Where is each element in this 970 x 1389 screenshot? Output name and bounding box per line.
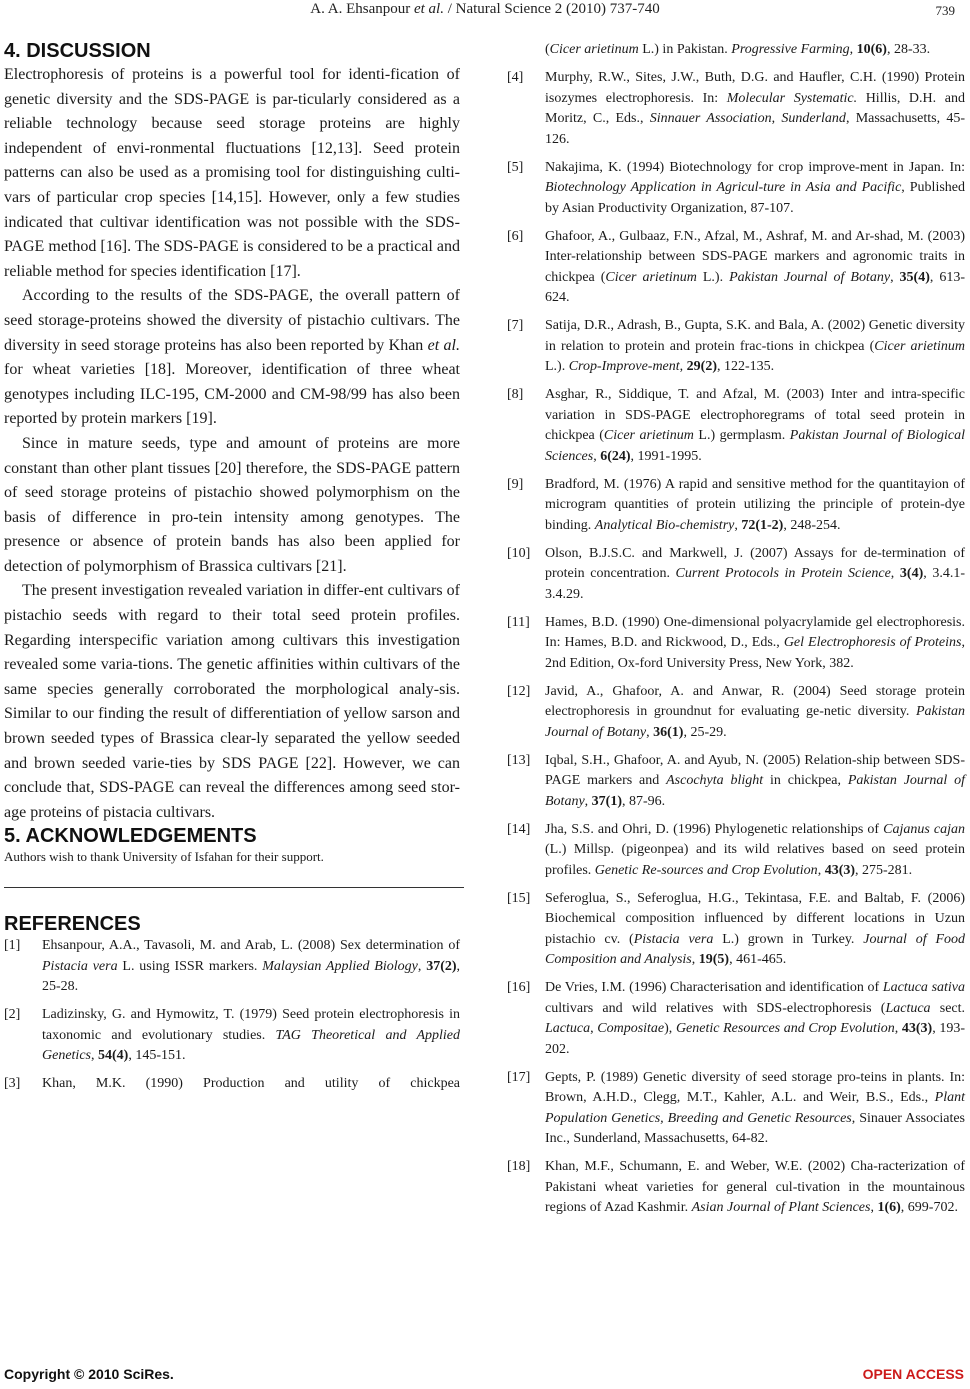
reference-pages: , 145-151. [128,1048,186,1064]
reference-sep: , [870,1200,878,1215]
reference-pre: De Vries, I.M. (1996) Characterisation and identification of [545,980,883,995]
reference-item [507,1068,965,1150]
reference-it2: Current Protocols in Protein Science [675,566,891,581]
reference-pre: Gepts, P. (1989) Genetic diversity of seed storage pro-teins in plants. In: Brown, A.H.D., Clegg, M.T., Kahler, A.L. and Weir, B.S., Eds., [545,1069,965,1105]
page-number: 739 [935,3,955,18]
reference-pages: , 699-702. [900,1200,958,1215]
reference-it2: Lactuca [885,1000,931,1016]
reference-number: [5] [507,159,524,175]
reference-it1: Cicer arietinum [874,338,965,354]
reference-it1: Plant Population Genetics, Breeding and Genetic Resources [545,1090,965,1126]
reference-it2: Malaysian Applied Biology [262,958,418,974]
reference-sep: , [593,448,601,464]
reference-sep: , [646,724,654,740]
reference-mid: L.) germplasm. [693,428,790,443]
reference-mid: L. using ISSR markers. [117,958,263,974]
reference-it2: Pakistan Journal of Biological Sciences [545,428,965,464]
reference-item [4,1005,460,1067]
reference-mid: , Sinauer Associates Inc., Sunderland, Massachusetts, 64-82. [545,1110,965,1146]
reference-item [507,158,965,220]
reference-it2: Pakistan Journal of Botany [545,704,965,740]
reference-vol: 1(6) [877,1200,901,1215]
reference-mid: in chickpea, [763,773,848,788]
reference-vol: 19(5) [698,952,730,967]
reference-it1: Pistacia vera [633,931,714,947]
reference-sep: , [849,42,857,57]
discussion-paragraph-3: Since in mature seeds, type and amount of proteins are more constant than other plant tissues [20] therefore, the SDS-PAGE pattern of seed storage proteins of pistachio showed polymorphism on the basis of difference in pro-tein intensity among genotypes. The presence or absence of protein bands has also been applied for detection of polymorphism of Brassica cultivars [21]. [4,434,460,575]
reference-mid: L.). [545,359,569,374]
reference-number: [7] [507,318,524,333]
reference-mid: L.) in Pakistan. [638,42,732,57]
reference-pages: , 122-135. [716,359,775,374]
reference-number: [1] [4,938,21,954]
reference-it3: Lactuca [545,1021,591,1036]
reference-pages: , 25-28. [42,958,461,995]
reference-item [507,613,965,675]
reference-vol: 37(2) [426,958,457,974]
reference-pages: , 461-465. [729,952,787,967]
running-head-etal: et al. [413,1,444,17]
reference-item [507,682,965,744]
reference-it1: Ascochyta blight [666,773,764,788]
reference-it2: Journal of Food Composition and Analysis [545,931,966,967]
reference-mid3: ), [664,1021,676,1036]
reference-vol: 37(1) [591,793,622,809]
reference-mid: Hillis, D.H. and Moritz, C., Eds., [545,90,965,126]
reference-it2: Genetic Re-sources and Crop Evolution [594,862,818,878]
reference-pre: Ladizinsky, G. and Hymowitz, T. (1979) Seed protein electrophoresis in taxonomic and evolutionary studies. [42,1007,460,1043]
reference-pre: ( [545,42,550,57]
reference-number: [16] [507,980,531,995]
acknowledgements-heading: 5. ACKNOWLEDGEMENTS [4,825,257,848]
reference-vol: 72(1-2) [741,517,784,533]
reference-it1: Cicer arietinum [549,42,639,57]
reference-mid: L.) grown in Turkey. [713,931,864,947]
reference-pages: , 25-29. [683,724,727,740]
reference-number: [8] [507,387,524,402]
reference-mid: L.). [696,269,730,285]
reference-item [507,68,965,150]
reference-item [507,889,965,971]
reference-it2: Progressive Farming [731,42,850,57]
reference-item [507,385,965,467]
reference-it2: Pakistan Journal of Botany [729,269,891,285]
reference-it1: Lactuca sativa [882,980,966,995]
reference-it2: TAG Theoretical and Applied Genetics [42,1027,460,1064]
reference-number: [2] [4,1007,21,1023]
footer-open-access: OPEN ACCESS [862,1366,964,1382]
reference-sep2: , [894,1021,902,1036]
reference-pre: Satija, D.R., Adrash, B., Gupta, S.K. and Bala, A. (2002) Genetic diversity in relation to protein and protein frac-tions in chickpea ( [545,318,965,354]
reference-sep: , [890,269,900,285]
reference-tail: , Massachusetts, 45-126. [545,111,965,147]
reference-mid: (L.) Millsp. (pigeonpea) and its wild relatives based on seed protein profiles. [545,842,965,878]
reference-it3: Sunderland [781,111,846,126]
discussion-paragraph-1: Electrophoresis of proteins is a powerful tool for identi-fication of genetic diversity and the SDS-PAGE is par-ticularly considered as a reliable technology because seed storage proteins are highly independent of envi-ronmental fluctuations [12,13]. Seed protein patterns can also be used as a promising tool for distinguishing culti-vars of particular crop species [14,15]. However, only a few studies indicated that cultivar identification was not possible with the SDS-PAGE method [16]. The SDS-PAGE is considered to be a practical and reliable method for species identification [17]. [4,66,460,280]
reference-it2: Asian Journal of Plant Sciences [691,1200,871,1215]
reference-number: [11] [507,614,530,630]
reference-vol: 54(4) [97,1048,129,1064]
reference-it1: Cajanus cajan [883,821,965,837]
running-head [0,1,970,18]
reference-item [507,1157,965,1219]
left-column [4,40,460,1102]
discussion-p2-part-a: According to the results of the SDS-PAGE, the overall pattern of seed storage-proteins showed the diversity of pistachio cultivars. The diversity in seed storage proteins has also been reported by Khan [4,287,460,354]
reference-vol: 6(24) [600,448,631,464]
references-list-left [4,936,460,1095]
reference-pages: , 3.4.1-3.4.29. [545,566,965,602]
reference-pages: , 1991-1995. [630,448,702,464]
reference-pages: , 613-624. [545,269,965,305]
reference-pre: Ghafoor, A., Gulbaaz, F.N., Afzal, M., Ashraf, M. and Ar-shad, M. (2003) Inter-relationship between SDS-PAGE markers and agronomic traits in chickpea ( [545,228,965,285]
reference-pre: Bradford, M. (1976) A rapid and sensitive method for the quantitayion of microgram quantities of protein utilizing the principle of protein-dye binding. [545,476,965,533]
reference-vol: 43(3) [901,1021,933,1036]
reference-item [4,936,460,998]
reference-vol: 3(4) [899,566,924,581]
reference-number: [10] [507,545,531,561]
reference-number: [3] [4,1076,21,1092]
references-heading: REFERENCES [4,913,141,936]
discussion-p2-part-b: for wheat varieties [18]. Moreover, identification of three wheat genotypes including ILC-195, CM-2000 and CM-98/99 has also been reported by protein markers [19]. [4,361,460,428]
reference-number: [12] [507,683,531,699]
reference-it2: Pakistan Journal of Botany [545,773,966,809]
reference-sep: , [817,862,825,878]
reference-number: [18] [507,1159,531,1174]
discussion-heading: 4. DISCUSSION [4,40,151,62]
reference-it1: Cicer arietinum [605,269,697,285]
reference-sep: , [90,1048,98,1064]
reference-it2: Crop-Improve-ment [568,359,680,374]
reference-pages: , 28-33. [886,42,931,57]
reference-item [507,751,965,813]
reference-it1: Biotechnology Application in Agricul-ture in Asia and Pacific [545,180,902,195]
reference-item [507,544,965,606]
reference-sep: , [771,111,782,126]
reference-item [507,475,965,537]
reference-vol: 43(3) [824,862,856,878]
reference-number: [9] [507,476,524,492]
references-list-right [507,68,965,1219]
reference-mid: , Published by Asian Productivity Organization, 87-107. [545,180,966,216]
reference-sep: , [734,517,742,533]
reference-it4: Compositae [597,1021,665,1036]
reference-number: [13] [507,752,531,768]
reference-sep: , [584,793,592,809]
reference-number: [17] [507,1069,531,1085]
discussion-paragraph-2 [4,284,460,432]
reference-pre: Asghar, R., Siddique, T. and Afzal, M. (2003) Inter and intra-specific variation in SDS-PAGE electrophoregrams of total seed protein in chickpea ( [545,387,965,443]
reference-pre: Seferoglua, S., Seferoglua, H.G., Tekintasa, F.E. and Baltab, F. (2006) Biochemical composition influenced by different locations in Uzun pistachio cv. ( [545,890,965,947]
reference-pre: Iqbal, S.H., Ghafoor, A. and Ayub, N. (2005) Relation-ship between SDS-PAGE markers and [545,752,965,788]
discussion-paragraph-4: The present investigation revealed variation in differ-ent cultivars of pistachio seeds with regard to their total seed protein profiles. Regarding interspecific variation among cultivars this investigation revealed some varia-tions. The genetic affinities within cultivars of the same species generally corroborated the morphological analy-sis. Similar to our finding the result of differentiation of yellow sarson and brown seeded types of Brassica clear-ly separated the yellow seeded and brown seeded varie-ties by SDS PAGE [22]. However, we can conclude that, SDS-PAGE can reveal the differences among seed stor-age proteins of pistacia cultivars. [4,582,460,821]
reference-sep: , [417,958,427,974]
reference-mid2: , [590,1021,598,1036]
reference-it2: Analytical Bio-chemistry [594,517,735,533]
running-head-journal: / Natural Science 2 (2010) 737-740 [447,1,660,17]
reference-pre: Khan, M.F., Schumann, E. and Weber, W.E. (2002) Cha-racterization of Pakistani wheat varieties for general cul-tivation in the mountainous regions of Azad Kashmir. [545,1159,965,1215]
reference-pages: , 275-281. [855,862,913,878]
reference-vol: 36(1) [653,724,684,740]
reference-3-continued [507,40,965,61]
reference-pages: , 248-254. [783,517,841,533]
reference-pre: Khan, M.K. (1990) Production and utility of chickpea [42,1076,460,1092]
reference-vol: 35(4) [899,269,930,285]
reference-pre: Ehsanpour, A.A., Tavasoli, M. and Arab, L. (2008) Sex determination of [42,938,460,954]
reference-sep: , [679,359,687,374]
reference-pre: Murphy, R.W., Sites, J.W., Buth, D.G. and Haufler, C.H. (1990) Protein isozymes electrophoresis. In: [545,70,965,106]
reference-it1: Cicer arietinum [603,428,694,443]
reference-pre: Jha, S.S. and Ohri, D. (1996) Phylogenetic relationships of [545,821,884,837]
reference-number: [15] [507,890,531,906]
reference-number: [4] [507,70,524,85]
reference-pages: , 87-96. [621,793,666,809]
reference-it5: Genetic Resources and Crop Evolution [675,1021,895,1036]
reference-it1: Molecular Systematic. [726,90,858,106]
reference-item [4,1074,460,1095]
reference-sep: sect. [930,1000,966,1016]
reference-pages: , 193-202. [545,1021,965,1057]
reference-it1: Pistacia vera [42,958,118,974]
section-divider [4,887,464,888]
reference-pre: Olson, B.J.S.C. and Markwell, J. (2007) Assays for de-termination of protein concentration. [545,545,965,581]
reference-mid: cultivars and wild relatives with SDS-electrophoresis ( [545,1000,886,1016]
reference-item [507,978,965,1060]
reference-pre: Nakajima, K. (1994) Biotechnology for crop improve-ment in Japan. In: [545,159,965,175]
reference-mid: , 2nd Edition, Ox-ford University Press, New York, 382. [545,635,965,671]
discussion-p2-etal: et al. [427,336,460,354]
acknowledgements-text: Authors wish to thank University of Isfahan for their support. [4,849,324,865]
right-column [507,40,965,1226]
reference-vol: 10(6) [856,42,887,57]
footer-copyright: Copyright © 2010 SciRes. [4,1366,174,1382]
reference-it1: Gel Electrophoresis of Proteins [783,635,962,650]
reference-item [507,820,965,882]
reference-pre: Javid, A., Ghafoor, A. and Anwar, R. (2004) Seed storage protein electrophoresis in groundnut for evaluating ge-netic diversity. [545,683,965,719]
reference-item [507,316,965,378]
running-head-authors: A. A. Ehsanpour [310,1,411,17]
reference-vol: 29(2) [686,359,717,374]
reference-number: [14] [507,821,531,837]
reference-sep: , [890,566,900,581]
reference-pre: Hames, B.D. (1990) One-dimensional polyacrylamide gel electrophoresis. In: Hames, B.D. and Rickwood, D., Eds., [545,614,965,650]
reference-number: [6] [507,228,524,244]
reference-it2: Sinnauer Association [649,111,772,126]
reference-item [507,227,965,309]
reference-sep: , [691,952,699,967]
